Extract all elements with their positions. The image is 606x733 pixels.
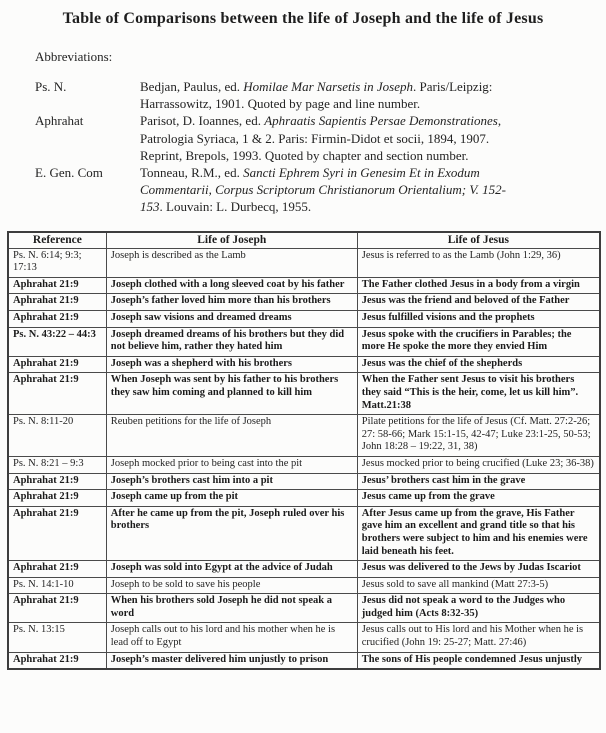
abbreviation-line <box>140 95 599 112</box>
abbreviation-line <box>140 198 599 215</box>
jesus-cell: Jesus came up from the grave <box>357 490 600 507</box>
abbreviation-line <box>140 130 599 147</box>
table-header <box>8 232 600 249</box>
table-row <box>8 356 600 373</box>
citation-text: Parisot, D. Ioannes, ed. <box>140 113 265 129</box>
comparison-table <box>7 231 601 671</box>
column-header: Life of Jesus <box>357 232 600 249</box>
jesus-cell: After Jesus came up from the grave, His Father gave him an excellent and grand title so that his brothers were subject to him and his enemies were laid beneath his feet. <box>357 506 600 560</box>
reference-cell: Ps. N. 8:21 – 9:3 <box>8 456 106 473</box>
table-row <box>8 623 600 652</box>
table-row <box>8 652 600 669</box>
reference-cell: Aphrahat 21:9 <box>8 277 106 294</box>
jesus-cell: The Father clothed Jesus in a body from a virgin <box>357 277 600 294</box>
joseph-cell: Joseph is described as the Lamb <box>106 248 357 277</box>
abbreviation-line <box>140 78 599 95</box>
work-title-italic: Homilae Mar Narsetis in Joseph <box>243 79 413 94</box>
jesus-cell: Jesus spoke with the crucifiers in Parables; the more He spoke the more they envied Him <box>357 327 600 356</box>
work-title-italic: 153 <box>140 199 160 215</box>
reference-cell: Aphrahat 21:9 <box>8 490 106 507</box>
table-row <box>8 277 600 294</box>
jesus-cell: Jesus was the friend and beloved of the Father <box>357 294 600 311</box>
joseph-cell: Joseph was a shepherd with his brothers <box>106 356 357 373</box>
jesus-cell: Jesus is referred to as the Lamb (John 1:29, 36) <box>357 248 600 277</box>
work-title-italic: Commentarii, Corpus Scriptorum Christianorum Orientalium; V. 152- <box>140 182 506 198</box>
table-row <box>8 506 600 560</box>
reference-cell: Ps. N. 13:15 <box>8 623 106 652</box>
abbreviation-definition <box>140 112 599 164</box>
table-row <box>8 248 600 277</box>
column-header: Life of Joseph <box>106 232 357 249</box>
reference-cell: Aphrahat 21:9 <box>8 652 106 669</box>
column-header: Reference <box>8 232 106 249</box>
table-body <box>8 248 600 669</box>
abbreviation-line <box>140 112 599 129</box>
table-header-row <box>8 232 600 249</box>
joseph-cell: Joseph saw visions and dreamed dreams <box>106 311 357 328</box>
table-row <box>8 327 600 356</box>
jesus-cell: When the Father sent Jesus to visit his brothers they said “This is the heir, come, let us kill him”. Matt.21:38 <box>357 373 600 415</box>
citation-text: Bedjan, Paulus, ed. <box>140 79 244 94</box>
table-row <box>8 594 600 623</box>
table-row <box>8 294 600 311</box>
table-row <box>8 456 600 473</box>
reference-cell: Ps. N. 14:1-10 <box>8 577 106 594</box>
reference-cell: Aphrahat 21:9 <box>8 473 106 490</box>
reference-cell: Ps. N. 6:14; 9:3; 17:13 <box>8 248 106 277</box>
abbreviation-term: E. Gen. Com <box>35 165 103 181</box>
joseph-cell: Joseph was sold into Egypt at the advice of Judah <box>106 561 357 578</box>
abbreviations-section <box>7 49 599 216</box>
table-row <box>8 473 600 490</box>
joseph-cell: When Joseph was sent by his father to his brothers they saw him coming and planned to kill him <box>106 373 357 415</box>
joseph-cell: Joseph calls out to his lord and his mother when he is lead off to Egypt <box>106 623 357 652</box>
jesus-cell: Jesus fulfilled visions and the prophets <box>357 311 600 328</box>
joseph-cell: Joseph came up from the pit <box>106 490 357 507</box>
joseph-cell: When his brothers sold Joseph he did not speak a word <box>106 594 357 623</box>
jesus-cell: Pilate petitions for the life of Jesus (Cf. Matt. 27:2-26; 27: 58-66; Mark 15:1-15, 42-47; Luke 23:1-25, 50-53; John 18:28 – 19:22, 31, 38) <box>357 415 600 457</box>
table-row <box>8 561 600 578</box>
abbreviation-line <box>140 181 599 198</box>
reference-cell: Aphrahat 21:9 <box>8 373 106 415</box>
joseph-cell: Joseph’s brothers cast him into a pit <box>106 473 357 490</box>
jesus-cell: Jesus was delivered to the Jews by Judas Iscariot <box>357 561 600 578</box>
citation-text: . Louvain: L. Durbecq, 1955. <box>159 199 312 215</box>
table-row <box>8 490 600 507</box>
reference-cell: Ps. N. 43:22 – 44:3 <box>8 327 106 356</box>
joseph-cell: Joseph’s father loved him more than his brothers <box>106 294 357 311</box>
abbreviations-heading: Abbreviations: <box>35 49 113 64</box>
abbreviation-definition <box>140 164 599 216</box>
abbreviation-entry <box>35 78 599 112</box>
joseph-cell: Joseph’s master delivered him unjustly to prison <box>106 652 357 669</box>
table-row <box>8 373 600 415</box>
table-row <box>8 577 600 594</box>
jesus-cell: Jesus mocked prior to being crucified (Luke 23; 36-38) <box>357 456 600 473</box>
reference-cell: Ps. N. 8:11-20 <box>8 415 106 457</box>
abbreviation-term: Aphrahat <box>35 113 84 129</box>
citation-text: . Paris/Leipzig: <box>412 79 493 94</box>
jesus-cell: Jesus was the chief of the shepherds <box>357 356 600 373</box>
work-title-italic: Sancti Ephrem Syri in Genesim Et in Exodum <box>243 165 480 181</box>
jesus-cell: Jesus sold to save all mankind (Matt 27:3-5) <box>357 577 600 594</box>
abbreviation-definition <box>140 78 599 112</box>
jesus-cell: Jesus calls out to His lord and his Mother when he is crucified (John 19: 25-27; Matt. 27:46) <box>357 623 600 652</box>
page-title: Table of Comparisons between the life of Joseph and the life of Jesus <box>62 10 544 27</box>
reference-cell: Aphrahat 21:9 <box>8 561 106 578</box>
abbreviation-entry <box>35 112 599 164</box>
joseph-cell: Joseph mocked prior to being cast into the pit <box>106 456 357 473</box>
citation-text: Patrologia Syriaca, 1 & 2. Paris: Firmin-Didot et socii, 1894, 1907. <box>140 130 490 146</box>
abbreviation-line <box>140 147 599 164</box>
joseph-cell: Reuben petitions for the life of Joseph <box>106 415 357 457</box>
reference-cell: Aphrahat 21:9 <box>8 311 106 328</box>
abbreviation-line <box>140 164 599 181</box>
table-row <box>8 415 600 457</box>
table-row <box>8 311 600 328</box>
reference-cell: Aphrahat 21:9 <box>8 356 106 373</box>
reference-cell: Aphrahat 21:9 <box>8 594 106 623</box>
citation-text: Tonneau, R.M., ed. <box>140 165 244 181</box>
jesus-cell: Jesus did not speak a word to the Judges who judged him (Acts 8:32-35) <box>357 594 600 623</box>
citation-text: Harrassowitz, 1901. Quoted by page and line number. <box>140 96 421 112</box>
abbreviation-entry <box>35 164 599 216</box>
abbreviations-list <box>35 78 599 216</box>
citation-text: Reprint, Brepols, 1993. Quoted by chapter and section number. <box>140 147 469 163</box>
reference-cell: Aphrahat 21:9 <box>8 506 106 560</box>
joseph-cell: Joseph to be sold to save his people <box>106 577 357 594</box>
abbreviation-term: Ps. N. <box>35 79 67 94</box>
work-title-italic: Aphraatis Sapientis Persae Demonstrationes <box>264 113 498 129</box>
joseph-cell: Joseph dreamed dreams of his brothers but they did not believe him, rather they hated him <box>106 327 357 356</box>
joseph-cell: Joseph clothed with a long sleeved coat by his father <box>106 277 357 294</box>
reference-cell: Aphrahat 21:9 <box>8 294 106 311</box>
jesus-cell: Jesus’ brothers cast him in the grave <box>357 473 600 490</box>
joseph-cell: After he came up from the pit, Joseph ruled over his brothers <box>106 506 357 560</box>
citation-text: , <box>497 113 502 129</box>
jesus-cell: The sons of His people condemned Jesus unjustly <box>357 652 600 669</box>
